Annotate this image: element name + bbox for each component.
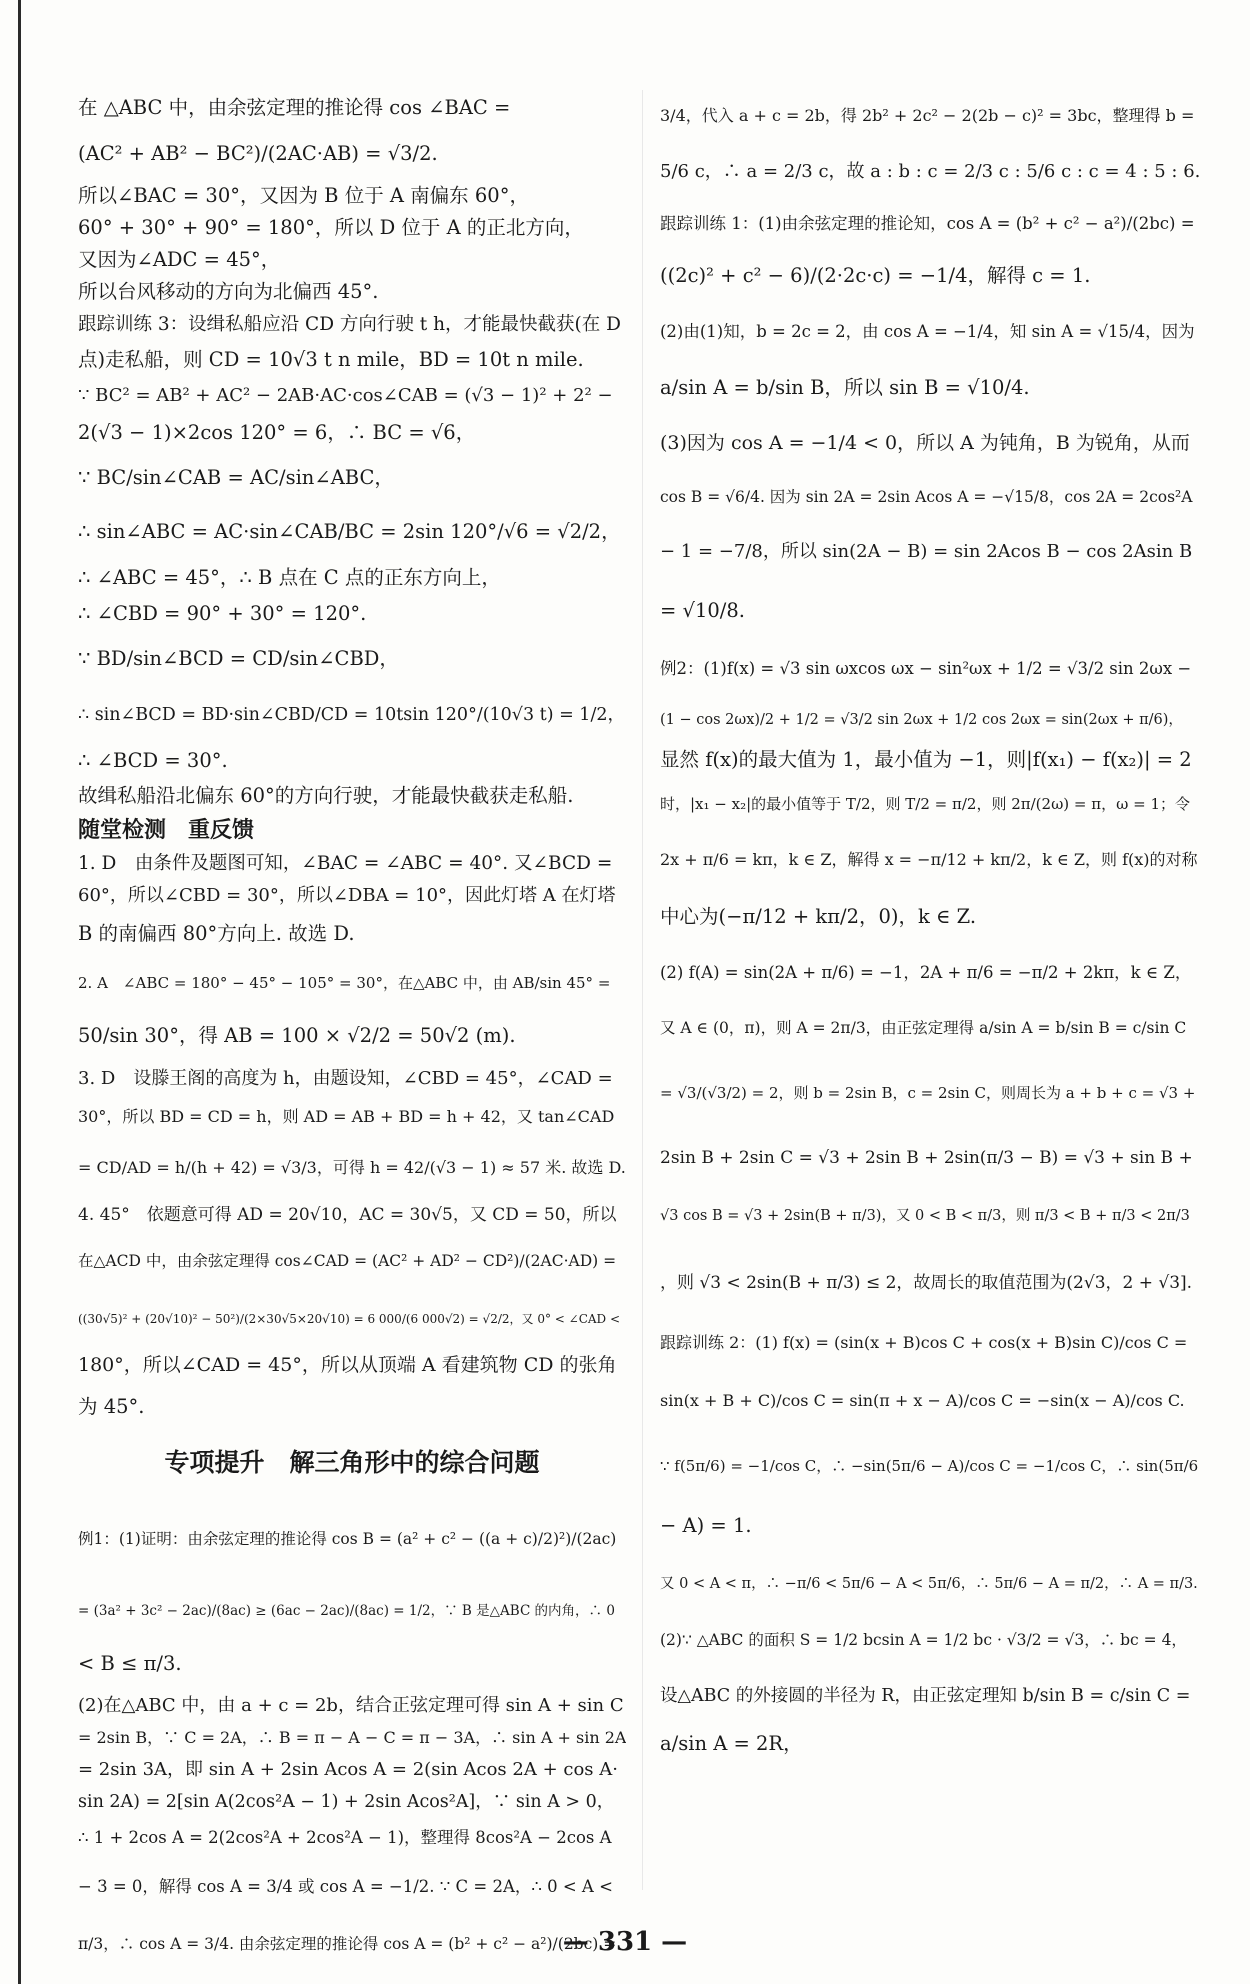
right-column-line: (2)由(1)知，b = 2c = 2，由 cos A = −1/4，知 sin A = √15/4，因为 [660,322,1195,341]
left-column-line: π/3，∴ cos A = 3/4. 由余弦定理的推论得 cos A = (b² + c² − a²)/(2bc) = [78,1935,617,1953]
left-column-line: 4. 45° 依题意可得 AD = 20√10，AC = 30√5，又 CD = 50，所以 [78,1205,617,1225]
left-column-line: 60°，所以∠CBD = 30°，所以∠DBA = 10°，因此灯塔 A 在灯塔 [78,885,616,906]
right-column-line: 跟踪训练 2：(1) f(x) = (sin(x + B)cos C + cos(x + B)sin C)/cos C = [660,1333,1188,1352]
left-column-line: 故缉私船沿北偏东 60°的方向行驶，才能最快截获走私船. [78,784,574,807]
right-column-line: 显然 f(x)的最大值为 1，最小值为 −1，则|f(x₁) − f(x₂)| = 2 [660,748,1192,771]
left-column-line: 2(√3 − 1)×2cos 120° = 6，∴ BC = √6， [78,421,476,444]
left-column-line: (AC² + AB² − BC²)/(2AC·AB) = √3/2. [78,142,438,165]
left-column-line: 50/sin 30°，得 AB = 100 × √2/2 = 50√2 (m). [78,1024,516,1047]
right-column-line: √3 cos B = √3 + 2sin(B + π/3)，又 0 < B < π/3，则 π/3 < B + π/3 < 2π/3 [660,1208,1190,1224]
right-column-line: ，则 √3 < 2sin(B + π/3) ≤ 2，故周长的取值范围为(2√3，2 + √3]. [660,1273,1193,1293]
left-column-line: 点)走私船，则 CD = 10√3 t n mile，BD = 10t n mile. [78,348,584,371]
left-column-line: ∴ ∠CBD = 90° + 30° = 120°. [78,602,367,625]
left-column-line: ∴ ∠ABC = 45°，∴ B 点在 C 点的正东方向上， [78,566,501,589]
left-column-line: ∵ BC² = AB² + AC² − 2AB·AC·cos∠CAB = (√3 − 1)² + 2² − [78,385,613,406]
left-column-line: 跟踪训练 3：设缉私船应沿 CD 方向行驶 t h，才能最快截获(在 D [78,314,621,335]
left-column-line: = (3a² + 3c² − 2ac)/(8ac) ≥ (6ac − 2ac)/(8ac) = 1/2，∵ B 是△ABC 的内角，∴ 0 [78,1603,615,1619]
page-number: — 331 — [562,1927,688,1957]
left-column-line: − 3 = 0，解得 cos A = 3/4 或 cos A = −1/2. ∵ C = 2A，∴ 0 < A < [78,1877,613,1896]
left-column-line: < B ≤ π/3. [78,1652,182,1675]
right-column-line: = √3/(√3/2) = 2，则 b = 2sin B，c = 2sin C，则周长为 a + b + c = √3 + [660,1084,1196,1102]
left-column-line: 专项提升 解三角形中的综合问题 [164,1448,540,1477]
right-column-line: 跟踪训练 1：(1)由余弦定理的推论知，cos A = (b² + c² − a²)/(2bc) = [660,214,1195,233]
right-column-line: 例2：(1)f(x) = √3 sin ωxcos ωx − sin²ωx + 1/2 = √3/2 sin 2ωx − [660,659,1192,678]
left-column-line: 1. D 由条件及题图可知，∠BAC = ∠ABC = 40°. 又∠BCD = [78,853,613,874]
left-column-line: 所以∠BAC = 30°，又因为 B 位于 A 南偏东 60°， [78,184,529,207]
right-column-line: ((2c)² + c² − 6)/(2·2c·c) = −1/4，解得 c = 1. [660,264,1091,287]
left-column-line: 2. A ∠ABC = 180° − 45° − 105° = 30°，在△ABC 中，由 AB/sin 45° = [78,974,611,992]
left-column-line: 60° + 30° + 90° = 180°，所以 D 位于 A 的正北方向， [78,216,584,239]
left-column-line: 例1：(1)证明：由余弦定理的推论得 cos B = (a² + c² − ((a + c)/2)²)/(2ac) [78,1530,617,1548]
right-column-line: − A) = 1. [660,1514,752,1537]
left-column-line: ((30√5)² + (20√10)² − 50²)/(2×30√5×20√10) = 6 000/(6 000√2) = √2/2，又 0° < ∠CAD < [78,1312,621,1326]
left-column-line: 3. D 设滕王阁的高度为 h，由题设知，∠CBD = 45°，∠CAD = [78,1068,613,1089]
right-column-line: 中心为(−π/12 + kπ/2，0)，k ∈ Z. [660,905,977,928]
right-column-line: 5/6 c，∴ a = 2/3 c，故 a : b : c = 2/3 c : 5/6 c : c = 4 : 5 : 6. [660,161,1200,182]
right-column-line: 2x + π/6 = kπ，k ∈ Z，解得 x = −π/12 + kπ/2，k ∈ Z，则 f(x)的对称 [660,850,1198,869]
right-column-line: 3/4，代入 a + c = 2b，得 2b² + 2c² − 2(2b − c)² = 3bc，整理得 b = [660,106,1195,125]
left-column-line: (2)在△ABC 中，由 a + c = 2b，结合正弦定理可得 sin A + sin C [78,1695,624,1716]
right-column-line: (1 − cos 2ωx)/2 + 1/2 = √3/2 sin 2ωx + 1/2 cos 2ωx = sin(2ωx + π/6)， [660,712,1183,728]
left-column-line: 为 45°. [78,1395,145,1418]
left-column-line: ∵ BD/sin∠BCD = CD/sin∠CBD， [78,647,399,670]
right-column-line: 又 A ∈ (0，π)，则 A = 2π/3，由正弦定理得 a/sin A = b/sin B = c/sin C [660,1019,1187,1037]
left-column-line: 180°，所以∠CAD = 45°，所以从顶端 A 看建筑物 CD 的张角 [78,1354,617,1376]
left-column-line: ∴ sin∠ABC = AC·sin∠CAB/BC = 2sin 120°/√6 = √2/2， [78,520,621,543]
column-divider [642,90,643,1890]
right-column-line: 又 0 < A < π，∴ −π/6 < 5π/6 − A < 5π/6，∴ 5π/6 − A = π/2，∴ A = π/3. [660,1576,1198,1592]
left-column-line: ∴ ∠BCD = 30°. [78,749,228,772]
right-column-line: − 1 = −7/8，所以 sin(2A − B) = sin 2Acos B − cos 2Asin B [660,541,1193,562]
left-column-line: 所以台风移动的方向为北偏西 45°. [78,280,379,303]
right-column-line: a/sin A = b/sin B，所以 sin B = √10/4. [660,376,1030,399]
right-column-line: a/sin A = 2R， [660,1732,803,1755]
left-column-line: 30°，所以 BD = CD = h，则 AD = AB + BD = h + 42，又 tan∠CAD [78,1107,615,1126]
left-column-line: sin 2A) = 2[sin A(2cos²A − 1) + 2sin Acos²A]，∵ sin A > 0， [78,1792,615,1812]
left-column-line: 在 △ABC 中，由余弦定理的推论得 cos ∠BAC = [78,96,511,119]
right-column-line: sin(x + B + C)/cos C = sin(π + x − A)/cos C = −sin(x − A)/cos C. [660,1391,1185,1410]
right-column-line: (2) f(A) = sin(2A + π/6) = −1，2A + π/6 = −π/2 + 2kπ，k ∈ Z， [660,963,1192,982]
right-column-line: ∵ f(5π/6) = −1/cos C，∴ −sin(5π/6 − A)/cos C = −1/cos C，∴ sin(5π/6 [660,1457,1199,1475]
left-column-line: = 2sin 3A，即 sin A + 2sin Acos A = 2(sin Acos 2A + cos A· [78,1759,618,1780]
right-column [660,88,1200,1764]
left-column-line: B 的南偏西 80°方向上. 故选 D. [78,922,355,945]
left-column-line: = 2sin B，∵ C = 2A，∴ B = π − A − C = π − 3A，∴ sin A + sin 2A [78,1728,626,1747]
right-column-line: = √10/8. [660,599,745,622]
right-column-line: cos B = √6/4. 因为 sin 2A = 2sin Acos A = −√15/8，cos 2A = 2cos²A [660,488,1193,506]
right-column-line: 2sin B + 2sin C = √3 + 2sin B + 2sin(π/3 − B) = √3 + sin B + [660,1148,1193,1168]
page-spine-line [18,0,21,1984]
left-column-line: 随堂检测 重反馈 [78,818,255,843]
right-column-line: 时，|x₁ − x₂|的最小值等于 T/2，则 T/2 = π/2，则 2π/(2ω) = π，ω = 1；令 [660,795,1191,813]
right-column-line: (2)∵ △ABC 的面积 S = 1/2 bcsin A = 1/2 bc · √3/2 = √3，∴ bc = 4， [660,1631,1187,1649]
left-column-line: = CD/AD = h/(h + 42) = √3/3，可得 h = 42/(√3 − 1) ≈ 57 米. 故选 D. [78,1158,626,1177]
left-column-line: 在△ACD 中，由余弦定理得 cos∠CAD = (AC² + AD² − CD²)/(2AC·AD) = [78,1252,617,1270]
left-column-line: ∵ BC/sin∠CAB = AC/sin∠ABC， [78,466,394,489]
left-column-line: ∴ 1 + 2cos A = 2(2cos²A + 2cos²A − 1)，整理得 8cos²A − 2cos A [78,1828,612,1847]
left-column-line: 又因为∠ADC = 45°， [78,248,281,271]
right-column-line: 设△ABC 的外接圆的半径为 R，由正弦定理知 b/sin B = c/sin C = [660,1686,1191,1706]
left-column [78,88,626,1972]
left-column-line: ∴ sin∠BCD = BD·sin∠CBD/CD = 10tsin 120°/(10√3 t) = 1/2， [78,705,625,725]
right-column-line: (3)因为 cos A = −1/4 < 0，所以 A 为钝角，B 为锐角，从而 [660,432,1190,454]
